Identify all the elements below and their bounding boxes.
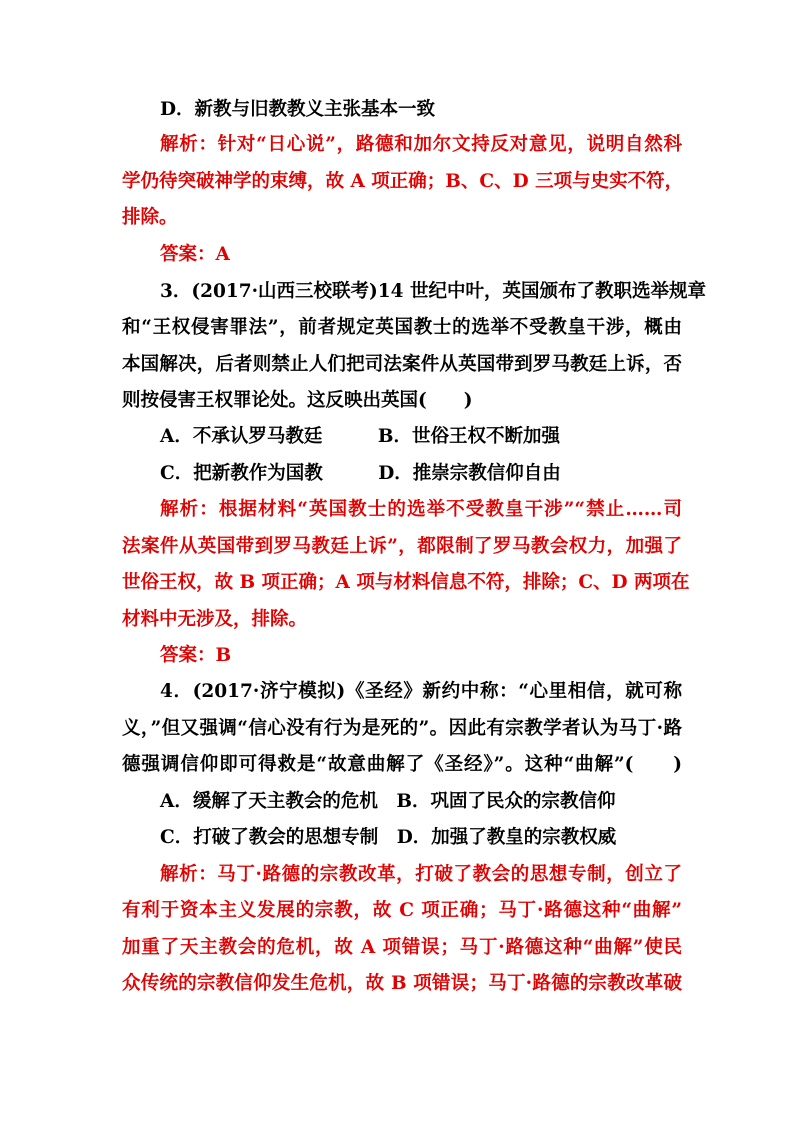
q4-options-cd: C．打破了教会的思想专制 D．加强了教皇的宗教权威 [160,827,617,848]
q4-stem-line: 4．(2017·济宁模拟)《圣经》新约中称：“心里相信，就可称 [160,681,682,702]
q4-stem-line: 德强调信仰即可得救是“故意曲解了《圣经》”。这种“曲解”( ) [122,754,682,775]
q3-stem-line: 和“王权侵害罪法”，前者规定英国教士的选举不受教皇干涉，概由 [122,317,682,338]
q4-analysis-text: 马丁·路德的宗教改革，打破了教会的思想专制，创立了 [217,864,682,885]
q2-answer [160,237,682,273]
q2-answer-value: A [215,244,230,265]
q3-options-ab: A．不承认罗马教廷 B．世俗王权不断加强 [160,426,560,447]
q3-options-cd: C．把新教作为国教 D．推崇宗教信仰自由 [160,463,561,484]
q4-analysis-label: 解析： [160,864,218,885]
q2-analysis-line: 排除。 [122,207,178,228]
q2-analysis-text: 针对“日心说”，路德和加尔文持反对意见，说明自然科 [217,134,682,155]
q4-options-ab: A．缓解了天主教会的危机 B．巩固了民众的宗教信仰 [160,791,616,812]
q2-analysis-label: 解析： [160,134,218,155]
q2-option-d: D．新教与旧教教义主张基本一致 [160,99,436,120]
q3-answer [160,638,682,674]
q2-analysis-line [160,127,682,163]
q4-analysis-line: 加重了天主教会的危机，故 A 项错误；马丁·路德这种“曲解”使民 [122,937,682,958]
q4-analysis-line: 众传统的宗教信仰发生危机，故 B 项错误；马丁·路德的宗教改革破 [122,973,682,994]
q4-analysis-line: 有利于资本主义发展的宗教，故 C 项正确；马丁·路德这种“曲解” [122,900,682,921]
q3-answer-value: B [215,645,232,666]
q3-stem-line: 3．(2017·山西三校联考)14 世纪中叶，英国颁布了教职选举规章 [160,281,706,302]
q3-analysis-text: 根据材料“英国教士的选举不受教皇干涉”“禁止……司 [218,499,682,520]
q3-stem-line: 本国解决，后者则禁止人们把司法案件从英国带到罗马教廷上诉，否 [122,354,682,375]
q3-analysis-label: 解析： [160,499,219,520]
q3-analysis-line: 法案件从英国带到罗马教廷上诉”，都限制了罗马教会权力，加强了 [122,536,682,557]
q3-analysis-line [160,492,682,528]
q3-stem-line: 则按侵害王权罪论处。这反映出英国( ) [122,390,473,411]
q2-analysis-line: 学仍待突破神学的束缚，故 A 项正确；B、C、D 三项与史实不符， [122,171,684,192]
q3-answer-label: 答案： [160,645,216,666]
q4-stem-line: 义，”但又强调“信心没有行为是死的”。因此有宗教学者认为马丁·路 [122,718,682,739]
q2-answer-label: 答案： [160,244,216,265]
q4-analysis-line [160,857,682,893]
q3-analysis-line: 材料中无涉及，排除。 [122,609,308,630]
q3-analysis-line: 世俗王权，故 B 项正确；A 项与材料信息不符，排除；C、D 两项在 [122,572,690,593]
